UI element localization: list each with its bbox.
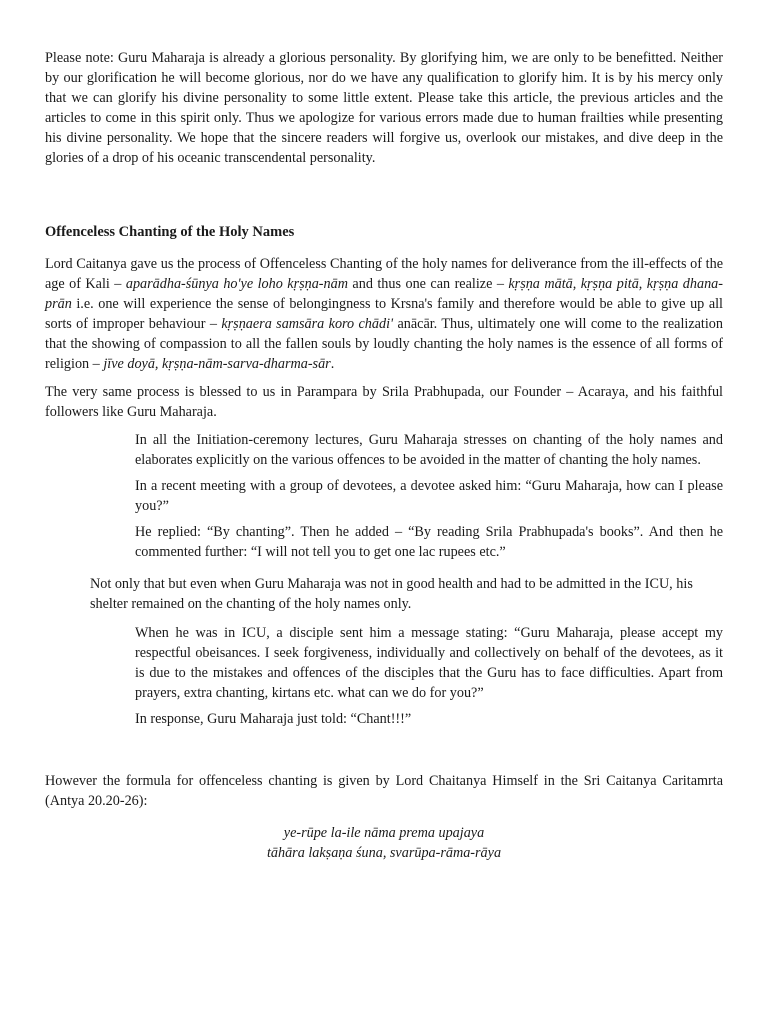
sanskrit-phrase: kṛṣṇaera samsāra koro chādi' [221, 316, 394, 332]
text-segment: i.e. one will experience the sense of belongingness to Krsna's family and therefore would be able to give up all sorts of improper behaviour – [45, 296, 723, 332]
indented-paragraph-icu-message: When he was in ICU, a disciple sent him a message stating: “Guru Maharaja, please accept my respectful obeisances. I seek forgiveness, individually and collectively on behalf of the devotees, as it is due to the mistakes and offences of the disciples that the Guru has to face difficulties. Apart from prayers, extra chanting, kirtans etc. what can we do for you?” [135, 625, 723, 701]
verse-block [45, 823, 723, 863]
text-segment: anācār. Thus, ultimately one will come to the realization that the showing of compassion to all the fallen souls by loudly chanting the holy names is the essence of all forms of religion – [45, 316, 723, 372]
indented-paragraph-meeting: In a recent meeting with a group of devotees, a devotee asked him: “Guru Maharaja, how can I please you?” [135, 478, 723, 514]
verse-line-1: ye-rūpe la-ile nāma prema upajaya [283, 825, 485, 841]
paragraph-formula: However the formula for offenceless chanting is given by Lord Chaitanya Himself in the Sri Caitanya Caritamrta (Antya 20.20-26): [45, 773, 723, 809]
sanskrit-phrase: kṛṣṇa mātā, kṛṣṇa pitā, kṛṣṇa dhana-prān [45, 276, 723, 312]
indented-paragraph-reply: He replied: “By chanting”. Then he added – “By reading Srila Prabhupada's books”. And then he commented further: “I will not tell you to get one lac rupees etc.” [135, 524, 723, 560]
indented-paragraph-initiation: In all the Initiation-ceremony lectures, Guru Maharaja stresses on chanting of the holy names and elaborates explicitly on the various offences to be avoided in the matter of chanting the holy names. [135, 432, 723, 468]
indented-paragraph-chant: In response, Guru Maharaja just told: “Chant!!!” [135, 711, 412, 727]
verse-line-2: tāhāra lakṣaṇa śuna, svarūpa-rāma-rāya [266, 845, 502, 861]
sanskrit-phrase: jīve doyā, kṛṣṇa-nām-sarva-dharma-sār [103, 356, 331, 372]
text-segment: . [330, 356, 335, 372]
paragraph-icu: Not only that but even when Guru Maharaja was not in good health and had to be admitted in the ICU, his shelter remained on the chanting of the holy names only. [90, 576, 693, 612]
intro-note: Please note: Guru Maharaja is already a glorious personality. By glorifying him, we are only to be benefitted. Neither by our glorification he will become glorious, nor do we have any qualification to glorify him. It is by his mercy only that we can glorify his divine personality to some little extent. Please take this article, the previous articles and the articles to come in this spirit only. Thus we apologize for various errors made due to human frailties while presenting his divine personality. We hope that the sincere readers will forgive us, overlook our mistakes, and dive deep in the glories of a drop of his oceanic transcendental personality. [45, 50, 723, 166]
text-segment: Lord Caitanya gave us the process of Offenceless Chanting of the holy names for deliverance from the ill-effects of the age of Kali – [45, 256, 723, 292]
text-segment: and thus one can realize – [347, 276, 509, 292]
paragraph-offenceless-chanting [45, 254, 723, 374]
document-page [45, 48, 723, 863]
paragraph-parampara: The very same process is blessed to us in Parampara by Srila Prabhupada, our Founder – Acaraya, and his faithful followers like Guru Maharaja. [45, 384, 723, 420]
section-heading: Offenceless Chanting of the Holy Names [45, 224, 295, 240]
sanskrit-phrase: aparādha-śūnya ho'ye loho kṛṣṇa-nām [125, 276, 348, 292]
